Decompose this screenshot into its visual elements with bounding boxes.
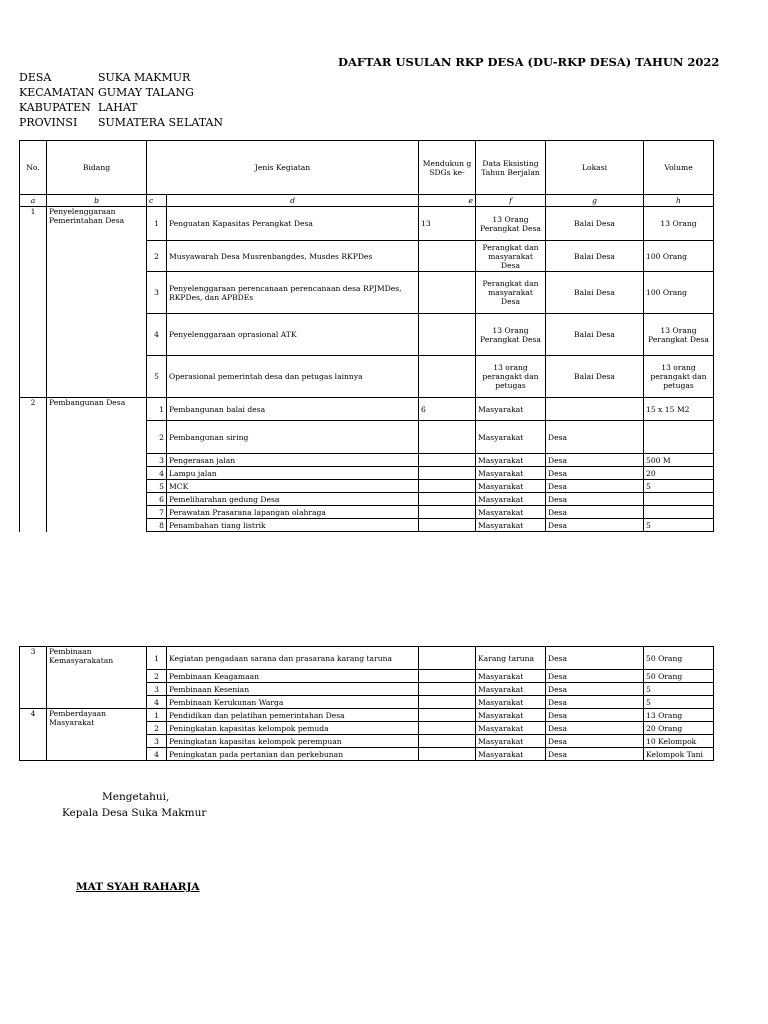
- meta-row-kecamatan: [19, 85, 223, 100]
- item-sdgs: [419, 709, 476, 722]
- meta-label: KABUPATEN: [19, 101, 91, 114]
- item-volume: 13 Orang: [644, 207, 714, 241]
- item-sdgs: [419, 519, 476, 532]
- item-kegiatan: Musyawarah Desa Musrenbangdes, Musdes RKPDes: [167, 241, 419, 272]
- item-kegiatan: Penyelenggaraan perencanaan perencanaan desa RPJMDes, RKPDes, dan APBDEs: [167, 272, 419, 314]
- header-volume: Volume: [644, 141, 714, 195]
- item-lokasi: Desa: [546, 421, 644, 454]
- item-number: 5: [147, 480, 167, 493]
- item-volume: 13 Orang: [644, 709, 714, 722]
- column-letter: f: [476, 195, 546, 207]
- meta-label: KECAMATAN: [19, 86, 95, 99]
- item-number: 5: [147, 356, 167, 398]
- table-row: [20, 709, 714, 722]
- item-lokasi: Balai Desa: [546, 241, 644, 272]
- item-number: 4: [147, 467, 167, 480]
- item-sdgs: [419, 696, 476, 709]
- item-kegiatan: Penambahan tiang listrik: [167, 519, 419, 532]
- meta-row-kabupaten: [19, 100, 223, 115]
- item-lokasi: Desa: [546, 670, 644, 683]
- item-number: 2: [147, 722, 167, 735]
- item-sdgs: 13: [419, 207, 476, 241]
- item-volume: 5: [644, 480, 714, 493]
- item-number: 3: [147, 735, 167, 748]
- item-lokasi: Desa: [546, 748, 644, 761]
- item-sdgs: [419, 356, 476, 398]
- item-number: 3: [147, 454, 167, 467]
- item-volume: 20 Orang: [644, 722, 714, 735]
- item-kegiatan: Pembangunan siring: [167, 421, 419, 454]
- item-volume: 5: [644, 683, 714, 696]
- item-kegiatan: Lampu jalan: [167, 467, 419, 480]
- item-data: Masyarakat: [476, 493, 546, 506]
- header-lokasi: Lokasi: [546, 141, 644, 195]
- item-data: Perangkat dan masyarakat Desa: [476, 241, 546, 272]
- item-kegiatan: Pendidikan dan pelatihan pemerintahan Desa: [167, 709, 419, 722]
- item-number: 2: [147, 241, 167, 272]
- item-data: Masyarakat: [476, 722, 546, 735]
- item-number: 4: [147, 696, 167, 709]
- column-letter: h: [644, 195, 714, 207]
- column-letter: a: [20, 195, 47, 207]
- item-lokasi: Desa: [546, 493, 644, 506]
- item-number: 1: [147, 398, 167, 421]
- item-volume: 50 Orang: [644, 647, 714, 670]
- item-volume: 50 Orang: [644, 670, 714, 683]
- item-data: Masyarakat: [476, 683, 546, 696]
- group-bidang: Pemberdayaan Masyarakat: [47, 709, 147, 761]
- item-kegiatan: Pembangunan balai desa: [167, 398, 419, 421]
- item-lokasi: Desa: [546, 696, 644, 709]
- column-letter: b: [47, 195, 147, 207]
- item-number: 6: [147, 493, 167, 506]
- group-number: 4: [20, 709, 47, 761]
- header-sdgs: Mendukun g SDGs ke-: [419, 141, 476, 195]
- column-letter: g: [546, 195, 644, 207]
- item-kegiatan: Perawatan Prasarana lapangan olahraga: [167, 506, 419, 519]
- item-number: 1: [147, 647, 167, 670]
- item-volume: 100 Orang: [644, 241, 714, 272]
- item-sdgs: [419, 272, 476, 314]
- signature-name: MAT SYAH RAHARJA: [76, 881, 200, 893]
- item-lokasi: [546, 398, 644, 421]
- meta-label: DESA: [19, 71, 52, 84]
- item-kegiatan: Penyelenggaraan oprasional ATK: [167, 314, 419, 356]
- item-lokasi: Desa: [546, 480, 644, 493]
- item-data: Masyarakat: [476, 506, 546, 519]
- document-meta: [19, 70, 223, 130]
- meta-value: LAHAT: [98, 101, 138, 114]
- item-kegiatan: Peningkatan pada pertanian dan perkebunan: [167, 748, 419, 761]
- column-letter: e: [419, 195, 476, 207]
- item-data: Masyarakat: [476, 670, 546, 683]
- item-lokasi: Desa: [546, 735, 644, 748]
- item-lokasi: Desa: [546, 454, 644, 467]
- item-number: 8: [147, 519, 167, 532]
- item-kegiatan: Peningkatan kapasitas kelompok perempuan: [167, 735, 419, 748]
- item-lokasi: Balai Desa: [546, 207, 644, 241]
- meta-row-provinsi: [19, 115, 223, 130]
- item-data: Masyarakat: [476, 748, 546, 761]
- group-number: 3: [20, 647, 47, 709]
- item-number: 3: [147, 272, 167, 314]
- item-sdgs: [419, 506, 476, 519]
- header-no: No.: [20, 141, 47, 195]
- item-sdgs: [419, 722, 476, 735]
- item-data: Masyarakat: [476, 519, 546, 532]
- document-title: DAFTAR USULAN RKP DESA (DU-RKP DESA) TAHUN 2022: [338, 55, 720, 69]
- item-sdgs: [419, 670, 476, 683]
- item-volume: 20: [644, 467, 714, 480]
- meta-row-desa: [19, 70, 223, 85]
- item-lokasi: Desa: [546, 519, 644, 532]
- item-kegiatan: Pengerasan jalan: [167, 454, 419, 467]
- item-volume: 15 x 15 M2: [644, 398, 714, 421]
- meta-label: PROVINSI: [19, 116, 78, 129]
- signature-position: Kepala Desa Suka Makmur: [62, 807, 207, 819]
- item-lokasi: Desa: [546, 683, 644, 696]
- item-volume: 5: [644, 696, 714, 709]
- item-lokasi: Desa: [546, 467, 644, 480]
- table-row: [20, 207, 714, 241]
- item-number: 4: [147, 748, 167, 761]
- meta-value: SUMATERA SELATAN: [98, 116, 224, 129]
- item-data: Masyarakat: [476, 467, 546, 480]
- meta-value: SUKA MAKMUR: [98, 71, 191, 84]
- header-jenis-kegiatan: Jenis Kegiatan: [147, 141, 419, 195]
- item-sdgs: [419, 480, 476, 493]
- item-data: Masyarakat: [476, 735, 546, 748]
- item-volume: [644, 493, 714, 506]
- item-data: Masyarakat: [476, 398, 546, 421]
- item-volume: 13 Orang Perangkat Desa: [644, 314, 714, 356]
- item-sdgs: [419, 683, 476, 696]
- item-volume: 100 Orang: [644, 272, 714, 314]
- column-letter: d: [167, 195, 419, 207]
- group-bidang: Pembinaan Kemasyarakatan: [47, 647, 147, 709]
- group-bidang: Pembangunan Desa: [47, 398, 147, 532]
- item-volume: 500 M: [644, 454, 714, 467]
- item-volume: [644, 506, 714, 519]
- item-kegiatan: Peningkatan kapasitas kelompok pemuda: [167, 722, 419, 735]
- item-number: 2: [147, 421, 167, 454]
- table-header-row: [20, 141, 714, 195]
- item-data: Karang taruna: [476, 647, 546, 670]
- item-data: Masyarakat: [476, 696, 546, 709]
- column-letter-row: [20, 195, 714, 207]
- item-volume: Kelompok Tani: [644, 748, 714, 761]
- signature-acknowledge: Mengetahui,: [102, 791, 170, 803]
- item-sdgs: 6: [419, 398, 476, 421]
- header-bidang: Bidang: [47, 141, 147, 195]
- item-number: 2: [147, 670, 167, 683]
- item-sdgs: [419, 421, 476, 454]
- item-data: Masyarakat: [476, 454, 546, 467]
- group-bidang: Penyelenggaraan Pemerintahan Desa: [47, 207, 147, 398]
- item-kegiatan: Kegiatan pengadaan sarana dan prasarana karang taruna: [167, 647, 419, 670]
- item-number: 7: [147, 506, 167, 519]
- item-number: 4: [147, 314, 167, 356]
- table-row: [20, 398, 714, 421]
- item-data: 13 Orang Perangkat Desa: [476, 207, 546, 241]
- item-lokasi: Desa: [546, 506, 644, 519]
- usulan-table-part-2: [19, 646, 714, 761]
- item-number: 1: [147, 709, 167, 722]
- item-lokasi: Balai Desa: [546, 314, 644, 356]
- group-number: 2: [20, 398, 47, 532]
- item-kegiatan: Pembinaan Kerukunan Warga: [167, 696, 419, 709]
- item-sdgs: [419, 314, 476, 356]
- item-sdgs: [419, 493, 476, 506]
- item-number: 3: [147, 683, 167, 696]
- item-data: Perangkat dan masyarakat Desa: [476, 272, 546, 314]
- item-data: Masyarakat: [476, 480, 546, 493]
- table-row: [20, 647, 714, 670]
- item-kegiatan: Pembinaan Keagamaan: [167, 670, 419, 683]
- item-kegiatan: Pemeliharahan gedung Desa: [167, 493, 419, 506]
- item-lokasi: Desa: [546, 709, 644, 722]
- item-kegiatan: MCK: [167, 480, 419, 493]
- item-sdgs: [419, 735, 476, 748]
- item-sdgs: [419, 647, 476, 670]
- item-kegiatan: Operasional pemerintah desa dan petugas lainnya: [167, 356, 419, 398]
- item-lokasi: Desa: [546, 647, 644, 670]
- meta-value: GUMAY TALANG: [98, 86, 194, 99]
- item-sdgs: [419, 467, 476, 480]
- group-number: 1: [20, 207, 47, 398]
- item-lokasi: Desa: [546, 722, 644, 735]
- item-data: 13 Orang Perangkat Desa: [476, 314, 546, 356]
- item-kegiatan: Pembinaan Kesenian: [167, 683, 419, 696]
- item-lokasi: Balai Desa: [546, 356, 644, 398]
- item-volume: 13 orang perangakt dan petugas: [644, 356, 714, 398]
- item-data: Masyarakat: [476, 421, 546, 454]
- item-lokasi: Balai Desa: [546, 272, 644, 314]
- item-sdgs: [419, 748, 476, 761]
- usulan-table-part-1: [19, 140, 714, 532]
- item-sdgs: [419, 241, 476, 272]
- column-letter: c: [147, 195, 167, 207]
- item-data: 13 orang perangakt dan petugas: [476, 356, 546, 398]
- item-volume: [644, 421, 714, 454]
- item-kegiatan: Penguatan Kapasitas Perangkat Desa: [167, 207, 419, 241]
- item-volume: 5: [644, 519, 714, 532]
- item-data: Masyarakat: [476, 709, 546, 722]
- header-data-eksisting: Data Eksisting Tahun Berjalan: [476, 141, 546, 195]
- item-number: 1: [147, 207, 167, 241]
- item-sdgs: [419, 454, 476, 467]
- item-volume: 10 Kelompok: [644, 735, 714, 748]
